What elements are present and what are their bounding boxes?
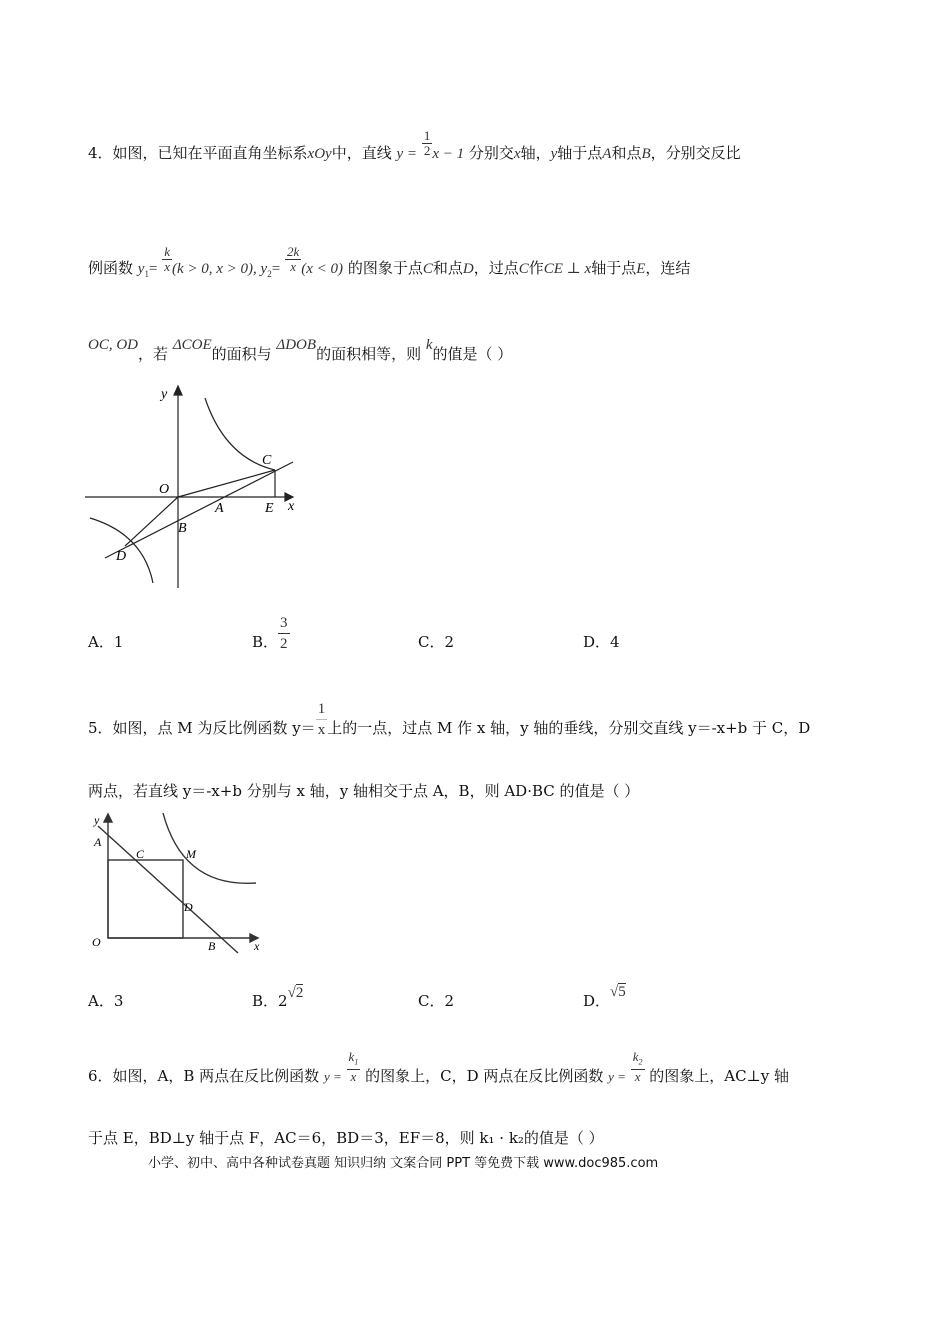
option-text: A．3 <box>88 992 124 1010</box>
fraction-k2-over-x: $\frac{k_2}{x}$ <box>632 1048 643 1085</box>
math-e: E <box>636 261 646 277</box>
q4-option-a[interactable] <box>88 632 123 652</box>
q4-option-b[interactable] <box>252 614 290 654</box>
label-m: M <box>186 847 196 861</box>
radical-sqrt5: √5 <box>610 984 626 1000</box>
fraction-3-2: $\frac{3}{2}$ <box>280 614 288 652</box>
q5-text: 5．如图，点 M 为反比例函数 y＝ <box>88 719 316 737</box>
q6-line-2 <box>88 1128 604 1148</box>
math-eq: = <box>148 261 158 277</box>
fraction-half: $\frac{1}{2}$ <box>423 127 431 158</box>
y-axis-arrow <box>174 386 182 395</box>
line-ab <box>98 826 238 953</box>
math-y1: y <box>137 261 145 277</box>
q4-text: 的值是（ ） <box>432 345 513 363</box>
label-c: C <box>262 453 272 468</box>
q4-text: 的图象于点 <box>347 259 423 277</box>
q4-text: 中，直线 <box>331 144 392 162</box>
q6-text: 6．如图，A，B 两点在反比例函数 <box>88 1067 320 1085</box>
option-text: C．2 <box>418 633 455 651</box>
segment-oc <box>178 470 275 497</box>
label-o: O <box>92 935 101 949</box>
label-b: B <box>208 939 216 953</box>
option-text: D． <box>583 992 611 1010</box>
q4-text: ，分别交反比 <box>650 144 741 162</box>
label-a: A <box>215 501 224 516</box>
radical-sqrt2: √2 <box>287 985 304 1001</box>
q6-text: 于点 E，BD⊥y 轴于点 F，AC＝6，BD＝3，EF＝8，则 k₁ · k₂的值是（ ） <box>88 1129 604 1147</box>
q5-option-d[interactable] <box>583 984 626 1012</box>
q4-figure <box>85 378 305 593</box>
subscript: 1 <box>144 269 149 279</box>
label-b: B <box>178 521 187 536</box>
math-y-eq: y = <box>323 1069 342 1084</box>
fraction-1-over-x: $\frac{1}{x}$ <box>317 700 326 738</box>
fraction-k1-over-x: $\frac{k_1}{x}$ <box>348 1048 359 1085</box>
q6-text: 的图象上，C，D 两点在反比例函数 <box>365 1067 604 1085</box>
math-condition: (x < 0) <box>301 261 344 277</box>
q4-text: 和点 <box>432 259 463 277</box>
math-d: D <box>462 261 474 277</box>
math-a: A <box>602 146 612 162</box>
q4-text: 作 <box>528 259 544 277</box>
option-text: A．1 <box>88 633 124 651</box>
q4-option-c[interactable] <box>418 632 454 652</box>
q4-text: 和点 <box>611 144 642 162</box>
hyperbola-curve <box>163 813 256 883</box>
q4-text: ，连结 <box>645 259 691 277</box>
q6-line-1 <box>88 1048 789 1087</box>
q4-text: 的面积与 <box>211 345 272 363</box>
q4-text: 轴于点 <box>591 259 637 277</box>
q4-text: ，若 <box>138 345 169 363</box>
q5-option-c[interactable] <box>418 991 454 1011</box>
y-axis-arrow <box>104 814 112 822</box>
rectangle-om <box>108 860 183 938</box>
q5-line-1 <box>88 700 811 740</box>
q4-line-3 <box>88 337 513 365</box>
q5-option-a[interactable] <box>88 991 123 1011</box>
q5-figure <box>88 808 268 958</box>
math-eq: = <box>271 261 281 277</box>
option-text: C．2 <box>418 992 455 1010</box>
label-d: D <box>116 549 127 564</box>
q4-text: 例函数 <box>88 259 134 277</box>
math-x: x <box>513 146 521 162</box>
math-y: y <box>550 146 558 162</box>
q4-text: ，过点 <box>473 259 519 277</box>
label-e: E <box>265 501 274 516</box>
math-triangle-dob: ΔDOB <box>276 337 317 353</box>
fraction-2k-over-x: $\frac{2k}{x}$ <box>286 243 300 274</box>
q5-text: 上的一点，过点 M 作 x 轴，y 轴的垂线，分别交直线 y＝-x+b 于 C，D <box>327 719 811 737</box>
option-text: D．4 <box>583 633 620 651</box>
q5-text: 两点，若直线 y＝-x+b 分别与 x 轴，y 轴相交于点 A，B，则 AD·BC 的值是（ ） <box>88 782 640 800</box>
math-oc-od: OC, OD <box>88 337 139 353</box>
label-c: C <box>136 847 145 861</box>
math-y: y = <box>396 146 418 162</box>
q6-text: 的图象上，AC⊥y 轴 <box>649 1067 789 1085</box>
q4-text: 4．如图，已知在平面直角坐标系 <box>88 144 308 162</box>
q5-line-2 <box>88 781 639 801</box>
q4-text: 轴于点 <box>557 144 603 162</box>
label-x: x <box>288 499 295 514</box>
math-c: C <box>518 261 529 277</box>
math-condition: (k > 0, x > 0), y <box>172 261 268 277</box>
math-c: C <box>422 261 433 277</box>
math-x-minus-1: x − 1 <box>432 146 465 162</box>
label-d: D <box>184 900 193 914</box>
q4-line-2 <box>88 243 691 284</box>
math-b: B <box>641 146 651 162</box>
label-a: A <box>94 835 102 849</box>
q4-text: 分别交 <box>468 144 514 162</box>
q4-option-d[interactable] <box>583 632 620 652</box>
math-y-eq: y = <box>608 1069 626 1084</box>
math-xoy: xOy <box>307 146 332 162</box>
q4-text: 轴， <box>520 144 551 162</box>
label-y: y <box>94 813 100 827</box>
subscript: 2 <box>267 269 272 279</box>
label-y: y <box>161 387 168 402</box>
math-triangle-coe: ΔCOE <box>172 337 212 353</box>
q4-line-1 <box>88 127 741 164</box>
math-k: k <box>425 337 433 353</box>
segment-od <box>125 497 178 546</box>
option-text: B．2 <box>252 992 288 1010</box>
q4-text: 的面积相等，则 <box>316 345 422 363</box>
label-x: x <box>254 939 260 953</box>
option-text: B． <box>252 633 279 651</box>
fraction-k-over-x: $\frac{k}{x}$ <box>164 243 170 274</box>
label-o: O <box>159 482 170 497</box>
page-footer: 小学、初中、高中各种试卷真题 知识归纳 文案合同 PPT 等免费下载 www.doc985.com <box>148 1156 659 1171</box>
q5-option-b[interactable] <box>252 985 304 1012</box>
math-ce-perp: CE ⊥ x <box>543 261 592 277</box>
